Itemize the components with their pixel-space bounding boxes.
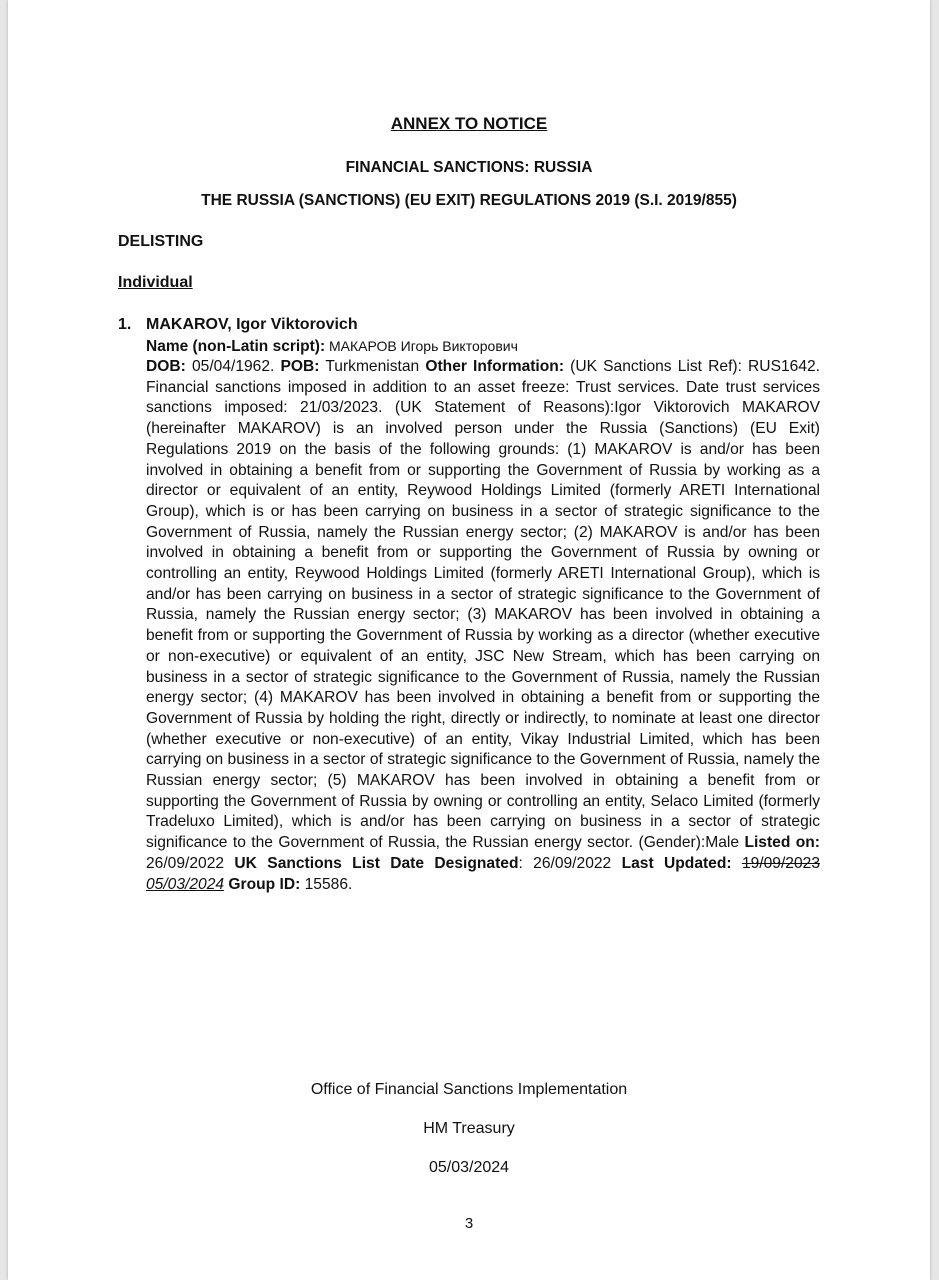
pob-value: Turkmenistan xyxy=(319,358,426,375)
other-info-text: (UK Sanctions List Ref): RUS1642. Financial sanctions imposed in addition to an asset freeze: Trust services. Date trust services sanctions imposed: 21/03/2023. (UK Statement of Reasons):Igor Viktorovich MAKAROV (hereinafter MAKAROV) is an involved person under the Russia (Sanctions) (EU Exit) Regulations 2019 on the basis of the following grounds: (1) MAKAROV is and/or has been involved in obtaining a benefit from or supporting the Government of Russia by working as a director or equivalent of an entity, Reywood Holdings Limited (formerly ARETI International Group), which is or has been carrying on business in a sector of strategic significance to the Government of Russia, namely the Russian energy sector; (2) MAKAROV is and/or has been involved in obtaining a benefit from or supporting the Government of Russia by owning or controlling an entity, Reywood Holdings Limited (formerly ARETI International Group), which is and/or has been carrying on business in a sector of strategic significance to the Government of Russia, namely the Russian energy sector; (3) MAKAROV has been involved in obtaining a benefit from or supporting the Government of Russia by working as a director (whether executive or non-executive) or equivalent of an entity, JSC New Stream, which has been carrying on business in a sector of strategic significance to the Government of Russia, namely the Russian energy sector; (4) MAKAROV has been involved in obtaining a benefit from or supporting the Government of Russia by holding the right, directly or indirectly, to nominate at least one director (whether executive or non-executive) of an entity, Vikay Industrial Limited, which has been carrying on business in a sector of strategic significance to the Government of Russia, namely the Russian energy sector; (5) MAKAROV has been involved in obtaining a benefit from or supporting the Government of Russia by owning or controlling an entity, Selaco Limited (formerly Tradeluxo Limited), which is and/or has been carrying on business in a sector of strategic significance to the Government of Russia, the Russian energy sector. (Gender):Male xyxy=(146,358,820,852)
annex-title: ANNEX TO NOTICE xyxy=(390,114,548,133)
last-updated-new: 05/03/2024 xyxy=(146,875,225,893)
last-updated-label: Last Updated: xyxy=(621,854,732,872)
non-latin-value: МАКАРОВ Игорь Викторович xyxy=(325,338,518,354)
section-heading: DELISTING xyxy=(118,233,204,250)
non-latin-name-line xyxy=(146,338,518,356)
designated-value: : 26/09/2022 xyxy=(518,854,622,872)
listed-on-value: 26/09/2022 xyxy=(146,854,235,872)
footer-office: Office of Financial Sanctions Implementation xyxy=(310,1081,628,1098)
entry-number: 1. xyxy=(118,316,132,333)
other-info-label: Other Information: xyxy=(425,358,565,375)
entry-name: MAKAROV, Igor Viktorovich xyxy=(146,316,358,333)
regulation-title: THE RUSSIA (SANCTIONS) (EU EXIT) REGULATIONS 2019 (S.I. 2019/855) xyxy=(201,192,737,209)
dob-label: DOB: xyxy=(146,358,186,375)
footer-treasury: HM Treasury xyxy=(423,1120,515,1137)
group-id-value: 15586. xyxy=(300,875,353,893)
page-number: 3 xyxy=(464,1215,474,1232)
listed-on-label: Listed on: xyxy=(744,834,820,852)
section-subheading: Individual xyxy=(118,274,193,291)
group-id-label: Group ID: xyxy=(228,875,301,893)
pob-label: POB: xyxy=(280,358,320,375)
entry-details xyxy=(146,357,820,895)
dob-value: 05/04/1962. xyxy=(185,358,281,375)
designated-label: UK Sanctions List Date Designated xyxy=(234,854,519,872)
notice-subtitle: FINANCIAL SANCTIONS: RUSSIA xyxy=(345,159,593,176)
document-page xyxy=(8,0,930,1280)
non-latin-label: Name (non-Latin script): xyxy=(146,338,326,355)
last-updated-old: 19/09/2023 xyxy=(741,854,820,872)
footer-date: 05/03/2024 xyxy=(428,1159,510,1176)
